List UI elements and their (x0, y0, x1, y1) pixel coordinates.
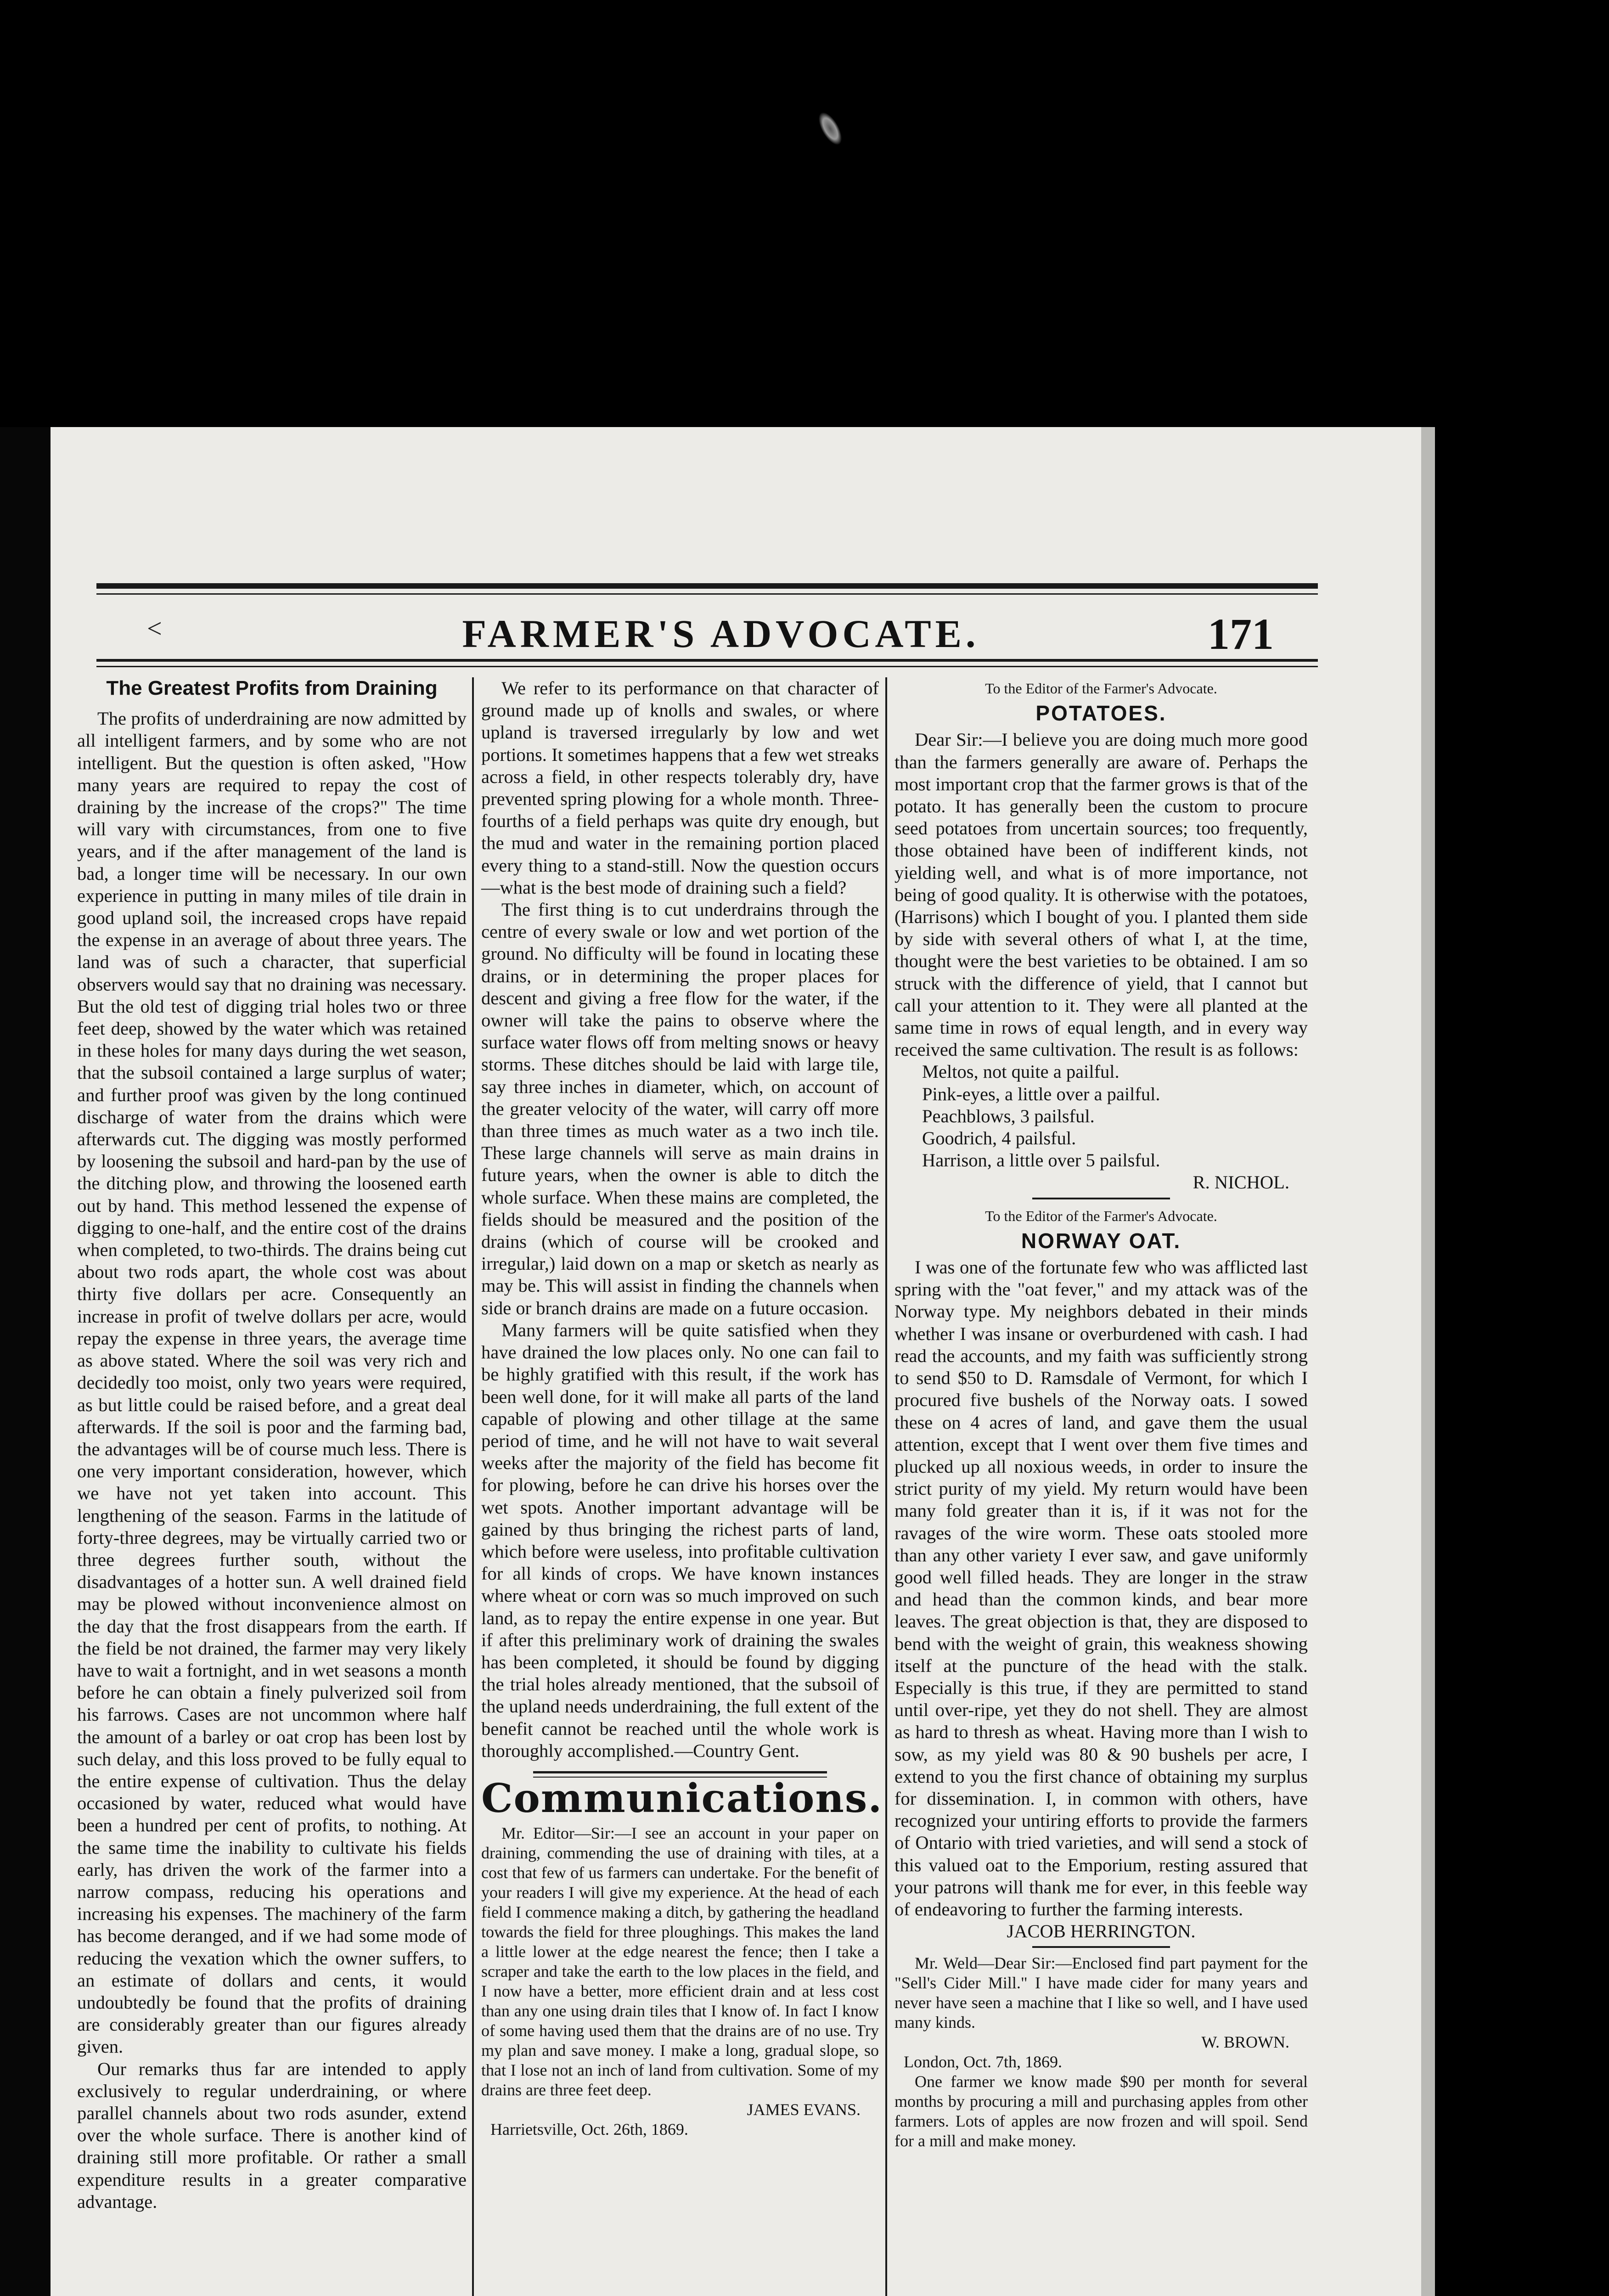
masthead-bottom-rule (96, 659, 1318, 662)
masthead-title: FARMER'S ADVOCATE. (462, 612, 980, 656)
editor-address-line: To the Editor of the Farmer's Advocate. (985, 680, 1217, 697)
letter-divider (1032, 1946, 1170, 1948)
letter-text-cider-mill: Mr. Weld—Dear Sir:—Enclosed find part payment for the "Sell's Cider Mill." I have made cider for many years and never have seen a machine that I like so well, and I have used many kinds. (895, 1954, 1308, 2032)
masthead-bottom-rule-thin (96, 666, 1318, 667)
letter-text-norway-oat: I was one of the fortunate few who was afflicted last spring with the "oat fever," and my attack was of the Norway type. My neighbors debated in their minds whether I was insane or overburdened with cash. I had read the accounts, and my faith was sufficiently strong to send $50 to D. Ramsdale of Vermont, for which I procured five bushels of the Norway oats. I sowed these on 4 acres of land, and gave them the usual attention, except that I went over them five times and plucked up all noxious weeds, in order to insure the strict purity of my yield. My return would have been many fold greater than it is, if it was not for the ravages of the wire worm. These oats stooled more than any other variety I ever saw, and gave uniformly good well filled heads. They are longer in the straw and head than the common kinds, and bear more leaves. The great objection is that, they are disposed to bend with the weight of grain, this weakness showing itself at the puncture of the head with the stalk. Especially is this true, if they are permitted to stand until over-ripe, yet they do not shell. They are almost as hard to thresh as wheat. Having more than I wish to sow, as my yield was 80 & 90 bushels per acre, I extend to you the first chance of obtaining my surplus for dissemination. I, in common with others, have recognized your untiring efforts to provide the farmers of Ontario with tried varieties, and will send a stock of this valued oat to the Emporium, resting assured that your patrons will thank me for ever, in this feeble way of endeavoring to further the farming interests. (895, 1257, 1308, 1919)
page-corner-mark: < (147, 613, 162, 643)
article-paragraph: The profits of underdraining are now admitted by all intelligent farmers, and by some who are not intelligent. But the question is often asked, "How many years are required to repay the cost of draining by the increase of the crops?" The time will vary with circumstances, from one to five years, and if the after management of the land is bad, a longer time will be necessary. In our own experience in putting in many miles of tile drain in good upland soil, the increased crops have repaid the expense in an average of about three years. The land was of such a character, that superficial observers would say that no draining was necessary. But the old test of digging trial holes two or three feet deep, showed by the water which was retained in these holes for many days during the wet season, that the subsoil contained a large surplus of water; and further proof was given by the long continued discharge of water from the drains which were afterwards cut. The digging was mostly performed by loosening the subsoil and hard-pan by the use of the ditching plow, and throwing the loosened earth out by hand. This method lessened the expense of digging to one-half, and the entire cost of the drains when completed, to two-thirds. The drains being cut about two rods apart, the whole cost was about thirty five dollars per acre. Consequently an increase in profit of twelve dollars per acre, would repay the expense in three years, the average time as above stated. Where the soil was very rich and decidedly too moist, only two years were required, as but little could be raised before, and a great deal afterwards. If the soil is poor and the farming bad, the advantages will be of course much less. There is one very important consideration, however, which we have not yet taken into account. This lengthening of the season. Farms in the latitude of forty-three degrees, may be virtually carried two or three degrees further south, without the disadvantages of a hotter sun. A well drained field may be plowed without inconvenience almost on the day that the frost disappears from the earth. If the field be not drained, the farmer may very likely have to wait a fortnight, and in wet seasons a month before he can obtain a finely pulverized soil from his farrows. Cases are not uncommon where half the amount of a barley or oat crop has been lost by such delay, and this loss proved to be fully equal to the entire expense of cultivation. Thus the delay occasioned by water, reduced what would have been a hundred per cent of profits, to nothing. At the same time the inability to cultivate his fields early, has driven the work of the farmer into a narrow compass, reducing his operations and increasing his expenses. The machinery of the farm has become deranged, and if we had some mode of reducing the vexation which the owner suffers, to an estimate of dollars and cents, it would undoubtedly be found that the profits of draining are considerably greater than our figures already given. (77, 708, 467, 2057)
letter-text-potatoes: Dear Sir:—I believe you are doing much more good than the farmers generally are aware of. Perhaps the most important crop that the farmer grows is that of the potato. It has generally been the custom to procure seed potatoes from uncertain sources; too frequently, those obtained have been of indifferent kinds, not yielding well, and what is of more importance, not being of good quality. It is otherwise with the potatoes, (Harrisons) which I bought of you. I planted them side by side with several others of what I, at the time, thought were the best varieties to be obtained. I am so struck with the difference of yield, that I cannot but call your attention to it. They were all planted at the same time in rows of equal length, and in every way received the same cultivation. The result is as follows: (895, 729, 1308, 1060)
list-item: Pink-eyes, a little over a pailful. (922, 1083, 1160, 1104)
letter-title-norway-oat: NORWAY OAT. (1021, 1228, 1181, 1253)
closing-note: One farmer we know made $90 per month for several months by procuring a mill and purchasing apples from other farmers. Lots of apples are now frozen and will spoil. Send for a mill and make money. (895, 2072, 1308, 2150)
potato-results-list (895, 1061, 1308, 1171)
article-paragraph: The first thing is to cut underdrains through the centre of every swale or low and wet portion of the ground. No difficulty will be found in locating these drains, or in determining the proper places for descent and giving a free flow for the water, if the owner will take the pains to observe where the surface water flows off from melting snows or heavy storms. These ditches should be laid with large tile, say three inches in diameter, which, on account of the greater velocity of the water, will carry off more than three times as much water as a two inch tile. These large channels will serve as main drains in future years, when the owner is able to ditch the whole surface. When these mains are completed, the fields should be measured and the position of the drains (which of course will be crooked and irregular,) laid down on a map or sketch as nearly as may be. This will assist in finding the channels when side or branch drains are made on a future occasion. (481, 899, 879, 1318)
masthead-top-rule (96, 583, 1318, 589)
article-paragraph: Our remarks thus far are intended to apply exclusively to regular underdraining, or where parallel channels about two rods asunder, extend over the whole surface. There is another kind of draining still more profitable. Or rather a small expenditure results in a greater comparative advantage. (77, 2058, 467, 2212)
column-1 (77, 677, 467, 2213)
list-item: Meltos, not quite a pailful. (922, 1061, 1120, 1082)
list-item: Harrison, a little over 5 pailsful. (922, 1150, 1160, 1171)
letter-signature-herrington: JACOB HERRINGTON. (1007, 1921, 1196, 1942)
letter-dateline-brown: London, Oct. 7th, 1869. (904, 2053, 1062, 2071)
editor-address-line: To the Editor of the Farmer's Advocate. (985, 1207, 1217, 1224)
column-divider-2 (885, 677, 887, 2296)
scan-border-left (0, 427, 51, 2296)
article-paragraph: We refer to its performance on that character of ground made up of knolls and swales, or where upland is traversed irregularly by low and wet portions. It sometimes happens that a few wet streaks across a field, in other respects tolerably dry, have prevented spring plowing for a whole month. Three-fourths of a field perhaps was quite dry enough, but the mud and water in the remaining portion placed every thing to a stand-still. Now the question occurs—what is the best mode of draining such a field? (481, 678, 879, 898)
column-2 (481, 677, 883, 2139)
letter-text-evans: Mr. Editor—Sir:—I see an account in your paper on draining, commending the use of draining with tiles, at a cost that few of us farmers can undertake. For the benefit of your readers I will give my experience. At the head of each field I commence making a ditch, by gathering the headland towards the field for three ploughings. This makes the land a little lower at the edge nearest the fence; then I take a scraper and take the earth to the low places in the field, and I now have a better, more efficient drain and at less cost than any one using drain tiles that I know of. In fact I know of some having used them that the drains are of no use. Try my plan and save money. I make a long, gradual slope, so that I lose not an inch of land from cultivation. Some of my drains are three feet deep. (481, 1824, 879, 2099)
letter-divider (1032, 1198, 1170, 1199)
letter-signature-nichol: R. NICHOL. (1193, 1172, 1289, 1193)
column-3 (895, 677, 1308, 2151)
list-item: Goodrich, 4 pailsful. (922, 1128, 1076, 1149)
letter-dateline-evans: Harrietsville, Oct. 26th, 1869. (490, 2120, 688, 2139)
article-heading-draining: The Greatest Profits from Draining (106, 677, 438, 699)
column-divider-1 (472, 677, 474, 2296)
masthead-top-rule-thin (96, 593, 1318, 595)
scan-border-top (0, 0, 1609, 427)
letter-signature-evans: JAMES EVANS. (747, 2100, 861, 2119)
list-item: Peachblows, 3 pailsful. (922, 1105, 1095, 1126)
article-paragraph: Many farmers will be quite satisfied when they have drained the low places only. No one can fail to be highly gratified with this result, if the work has been well done, for it will make all parts of the land capable of plowing and other tillage at the same period of time, and he will not have to wait several weeks after the majority of the field has become fit for plowing, before he can drive his horses over the wet spots. Another important advantage will be gained by thus bringing the richest parts of land, which before were useless, into profitable cultivation for all kinds of crops. We have known instances where wheat or corn was so much improved on such land, as to repay the entire expense in one year. But if after this preliminary work of draining the swales has been completed, it should be found by digging the trial holes already mentioned, that the subsoil of the upland needs underdraining, the full extent of the benefit cannot be reached until the whole work is thoroughly accomplished.—Country Gent. (481, 1319, 879, 1761)
newspaper-page (51, 427, 1421, 2296)
letter-signature-brown: W. BROWN. (1201, 2033, 1289, 2052)
page-edge-shadow (1421, 427, 1435, 2296)
section-title-communications: Communications. (481, 1775, 883, 1822)
letter-title-potatoes: POTATOES. (1035, 701, 1167, 726)
page-number: 171 (1208, 609, 1274, 658)
